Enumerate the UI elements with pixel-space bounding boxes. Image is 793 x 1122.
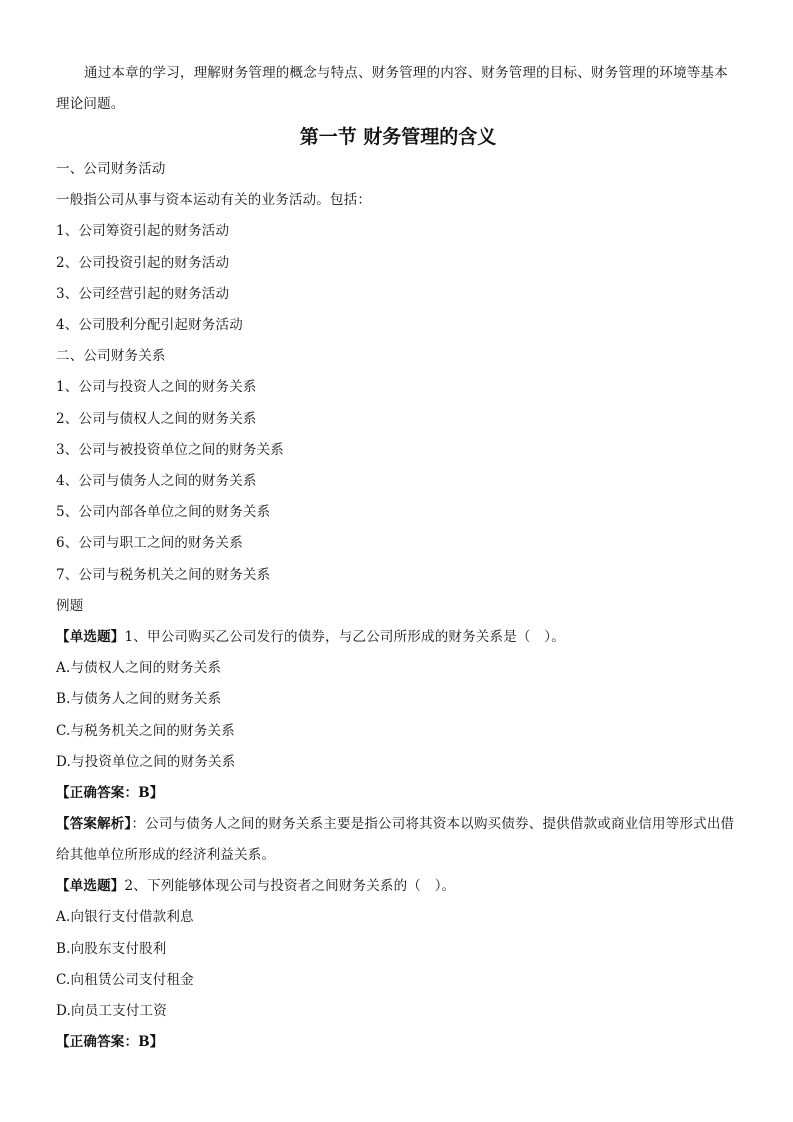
list-item: 3、公司与被投资单位之间的财务关系 [56,441,284,458]
option-c: C.向租赁公司支付租金 [56,971,194,988]
question-tag: 【单选题】 [56,629,125,646]
list-item: 4、公司与债务人之间的财务关系 [56,473,257,490]
list-item: 3、公司经营引起的财务活动 [56,285,230,302]
option-d: D.与投资单位之间的财务关系 [56,753,236,770]
option-a: A.向银行支付借款利息 [56,909,194,926]
list-item: 6、公司与职工之间的财务关系 [56,535,243,552]
option-b: B.与债务人之间的财务关系 [56,691,222,708]
list-item: 5、公司内部各单位之间的财务关系 [56,504,271,521]
correct-answer: 【正确答案：B】 [56,1034,164,1051]
list-item: 1、公司与投资人之间的财务关系 [56,379,257,396]
intro-paragraph: 通过本章的学习，理解财务管理的概念与特点、财务管理的内容、财务管理的目标、财务管理的环境等基本理论问题。 [56,65,728,112]
list-item: 1、公司筹资引起的财务活动 [56,223,230,240]
option-b: B.向股东支付股利 [56,940,167,957]
option-d: D.向员工支付工资 [56,1003,167,1020]
document-page [56,58,740,1058]
question-1 [56,622,740,653]
analysis-text: ：公司与债务人之间的财务关系主要是指公司将其资本以购买债券、提供借款或商业信用等形式出借给其他单位所形成的经济利益关系。 [56,816,735,864]
question-tag: 【单选题】 [56,878,125,895]
answer-analysis [56,809,740,871]
correct-answer: 【正确答案：B】 [56,785,164,802]
option-a: A.与债权人之间的财务关系 [56,660,222,677]
section-title: 第一节 财务管理的含义 [299,126,497,148]
analysis-tag: 【答案解析】 [56,816,132,833]
list-item: 7、公司与税务机关之间的财务关系 [56,566,271,583]
example-label: 例题 [56,597,84,614]
section1-heading: 一、公司财务活动 [56,161,166,177]
list-item: 4、公司股利分配引起财务活动 [56,317,243,334]
list-item: 2、公司与债权人之间的财务关系 [56,410,257,427]
section1-lead: 一般指公司从事与资本运动有关的业务活动。包括： [56,192,372,209]
section2-heading: 二、公司财务关系 [56,348,166,365]
list-item: 2、公司投资引起的财务活动 [56,254,230,271]
question-stem: 2、下列能够体现公司与投资者之间财务关系的（ ）。 [124,878,456,895]
question-stem: 1、甲公司购买乙公司发行的债券，与乙公司所形成的财务关系是（ ）。 [124,629,565,646]
question-2 [56,871,740,902]
option-c: C.与税务机关之间的财务关系 [56,722,235,739]
